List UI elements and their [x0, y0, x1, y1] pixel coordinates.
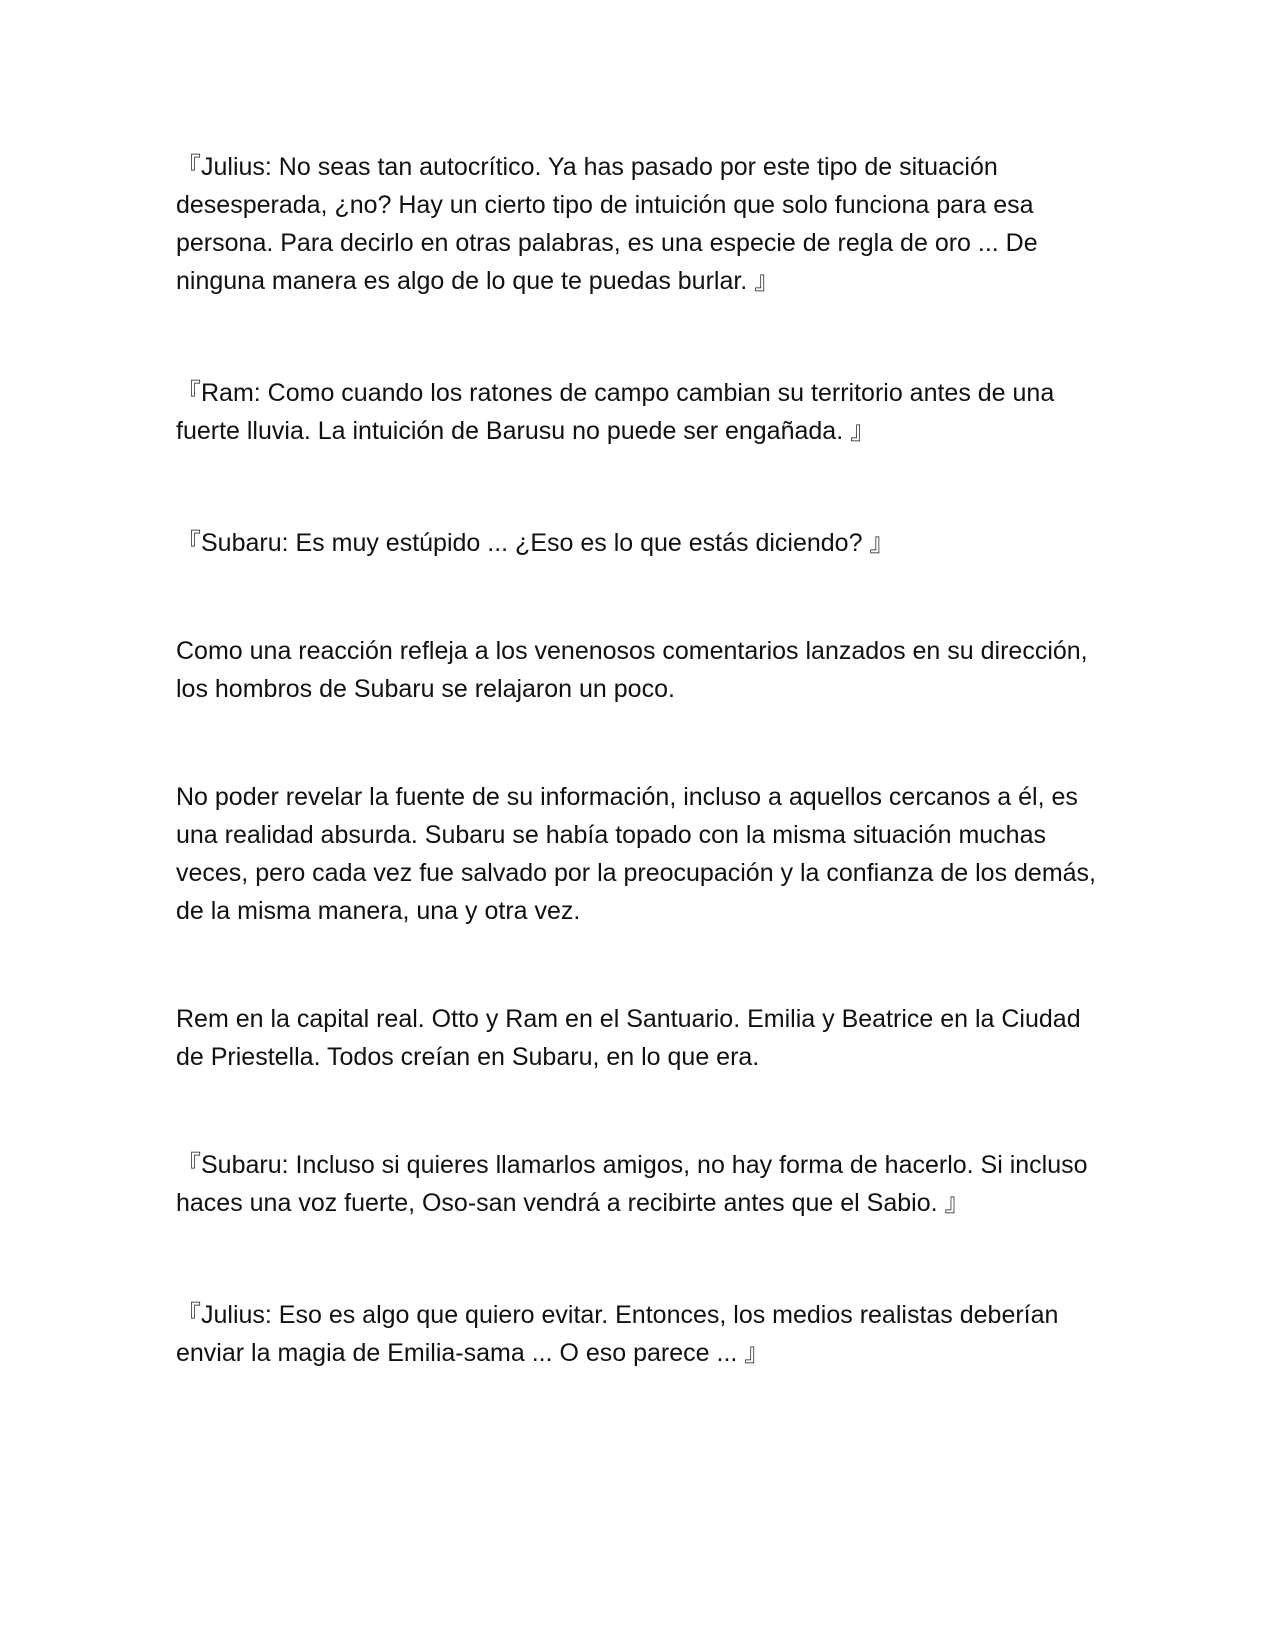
- dialogue-julius-1: 『Julius: No seas tan autocrítico. Ya has pasado por este tipo de situación desesperada, ¿no? Hay un cierto tipo de intuición que solo funciona para esa persona. Para decirlo en otras palabras, es una especie de regla de oro ... De ninguna manera es algo de lo que te puedas burlar. 』: [176, 153, 1045, 295]
- dialogue-subaru-1: 『Subaru: Es muy estúpido ... ¿Eso es lo que estás diciendo? 』: [176, 529, 895, 557]
- narration-reaction: Como una reacción refleja a los venenosos comentarios lanzados en su dirección, los hombros de Subaru se relajaron un poco.: [176, 637, 1095, 703]
- dialogue-julius-2: 『Julius: Eso es algo que quiero evitar. Entonces, los medios realistas deberían enviar la magia de Emilia-sama ... O eso parece ... 』: [176, 1301, 1066, 1367]
- narration-believers: Rem en la capital real. Otto y Ram en el Santuario. Emilia y Beatrice en la Ciudad de Priestella. Todos creían en Subaru, en lo que era.: [176, 1005, 1088, 1071]
- document-page: [176, 148, 1103, 1372]
- dialogue-ram: 『Ram: Como cuando los ratones de campo cambian su territorio antes de una fuerte lluvia. La intuición de Barusu no puede ser engañada. 』: [176, 379, 1062, 445]
- narration-information: No poder revelar la fuente de su información, incluso a aquellos cercanos a él, es una realidad absurda. Subaru se había topado con la misma situación muchas veces, pero cada vez fue salvado por la preocupación y la confianza de los demás, de la misma manera, una y otra vez.: [176, 783, 1103, 925]
- dialogue-subaru-2: 『Subaru: Incluso si quieres llamarlos amigos, no hay forma de hacerlo. Si incluso haces una voz fuerte, Oso-san vendrá a recibirte antes que el Sabio. 』: [176, 1151, 1095, 1217]
